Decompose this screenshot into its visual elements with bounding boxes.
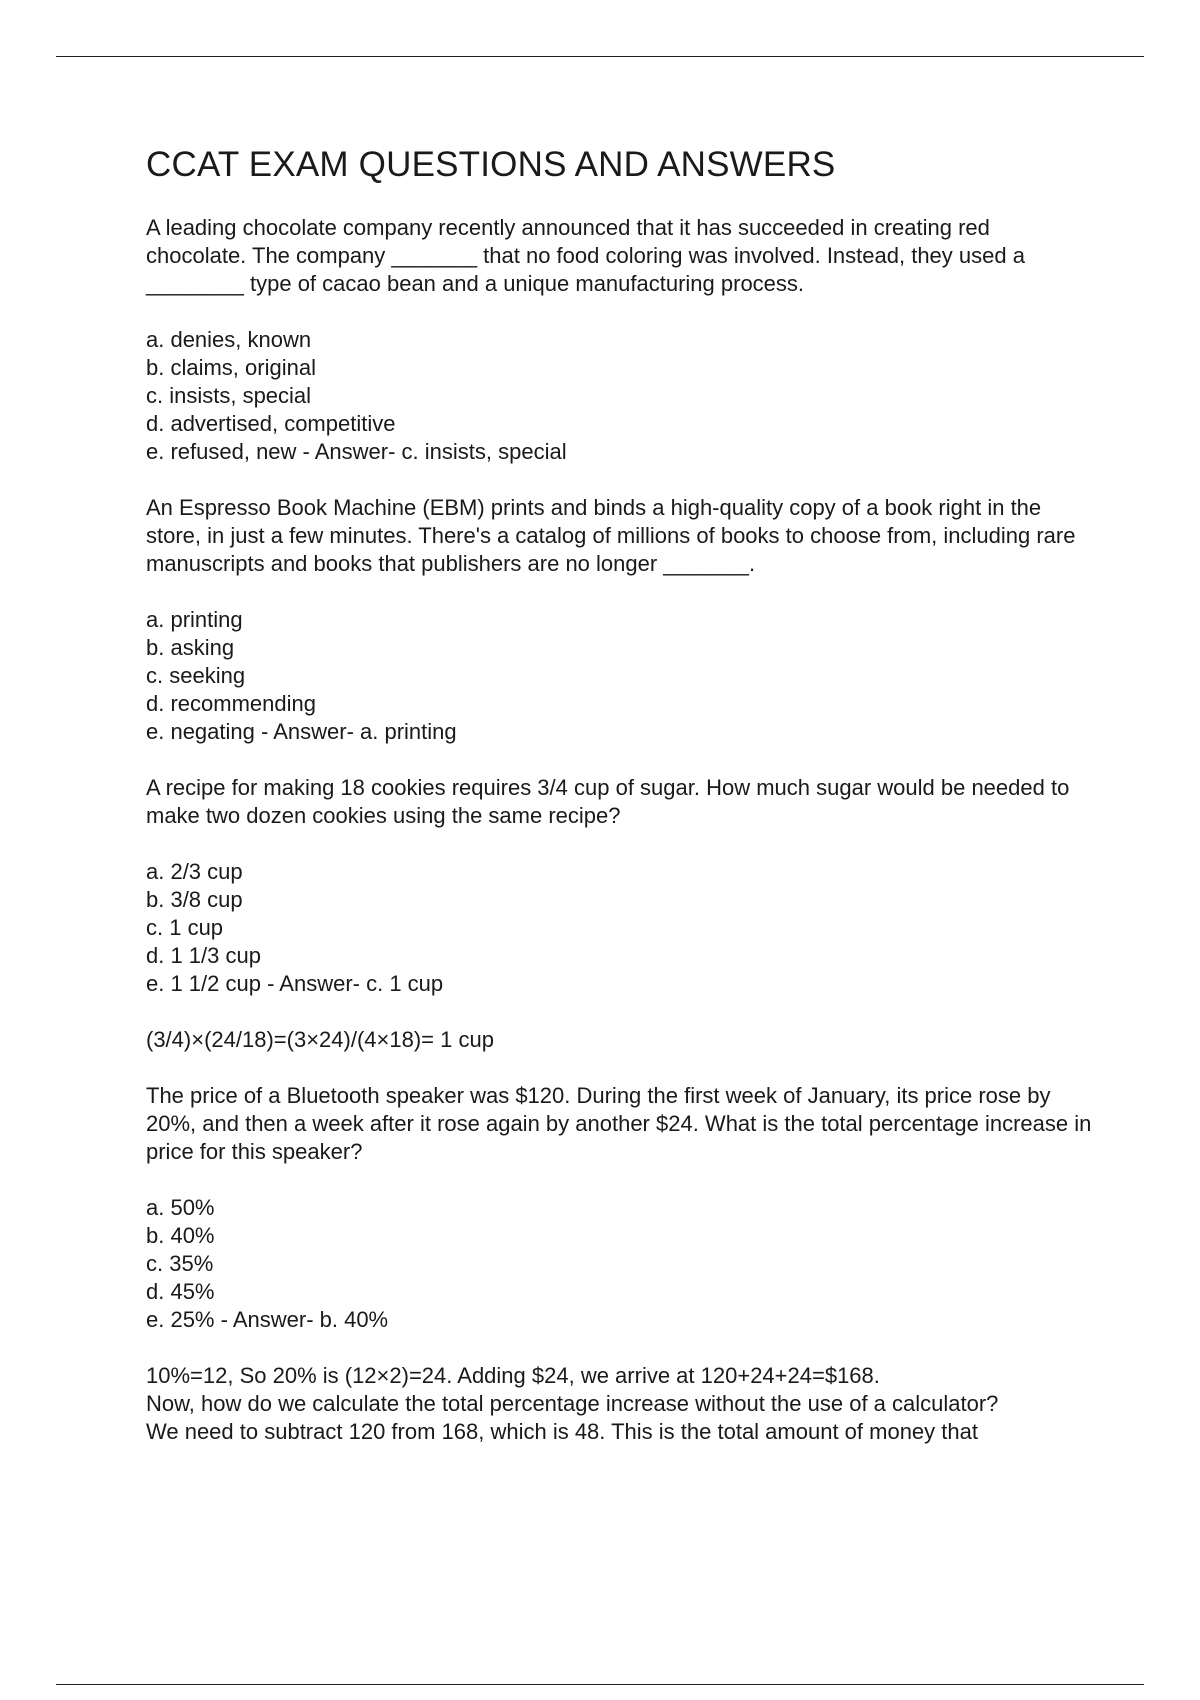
document-body	[146, 142, 1096, 1474]
explanation-line: We need to subtract 120 from 168, which is 48. This is the total amount of money that	[146, 1419, 978, 1444]
option-with-answer: e. refused, new - Answer- c. insists, special	[146, 439, 567, 464]
option: c. seeking	[146, 663, 246, 688]
question-3-options	[146, 858, 1096, 998]
question-3-explanation: (3/4)×(24/18)=(3×24)/(4×18)= 1 cup	[146, 1027, 494, 1052]
question-2-stem: An Espresso Book Machine (EBM) prints and binds a high-quality copy of a book right in the store, in just a few minutes. There's a catalog of millions of books to choose from, including rare manuscripts and books that publishers are no longer _______.	[146, 495, 1076, 576]
question-3-stem: A recipe for making 18 cookies requires 3/4 cup of sugar. How much sugar would be needed to make two dozen cookies using the same recipe?	[146, 775, 1070, 828]
explanation-line: 10%=12, So 20% is (12×2)=24. Adding $24, we arrive at 120+24+24=$168.	[146, 1363, 880, 1388]
page-title: CCAT EXAM QUESTIONS AND ANSWERS	[146, 145, 836, 184]
option: a. 50%	[146, 1195, 215, 1220]
option: b. asking	[146, 635, 235, 660]
option: d. recommending	[146, 691, 316, 716]
option-with-answer: e. 1 1/2 cup - Answer- c. 1 cup	[146, 971, 444, 996]
option: a. 2/3 cup	[146, 859, 243, 884]
option-with-answer: e. 25% - Answer- b. 40%	[146, 1307, 389, 1332]
option: d. 45%	[146, 1279, 215, 1304]
question-4-stem: The price of a Bluetooth speaker was $120. During the first week of January, its price rose by 20%, and then a week after it rose again by another $24. What is the total percentage increase in price for this speaker?	[146, 1083, 1092, 1164]
option: b. claims, original	[146, 355, 316, 380]
option: c. 1 cup	[146, 915, 224, 940]
option: a. denies, known	[146, 327, 312, 352]
option: a. printing	[146, 607, 243, 632]
question-4-explanation	[146, 1362, 1096, 1446]
question-4-options	[146, 1194, 1096, 1334]
question-2-options	[146, 606, 1096, 746]
question-1-options	[146, 326, 1096, 466]
question-1-stem: A leading chocolate company recently announced that it has succeeded in creating red chocolate. The company _______ that no food coloring was involved. Instead, they used a ________ type of cacao bean and a unique manufacturing process.	[146, 215, 1025, 296]
explanation-line: Now, how do we calculate the total percentage increase without the use of a calculator?	[146, 1391, 999, 1416]
option: d. advertised, competitive	[146, 411, 396, 436]
option-with-answer: e. negating - Answer- a. printing	[146, 719, 457, 744]
top-rule	[56, 56, 1144, 57]
option: c. insists, special	[146, 383, 312, 408]
option: b. 3/8 cup	[146, 887, 243, 912]
bottom-rule	[56, 1684, 1144, 1685]
option: c. 35%	[146, 1251, 214, 1276]
option: d. 1 1/3 cup	[146, 943, 261, 968]
option: b. 40%	[146, 1223, 215, 1248]
